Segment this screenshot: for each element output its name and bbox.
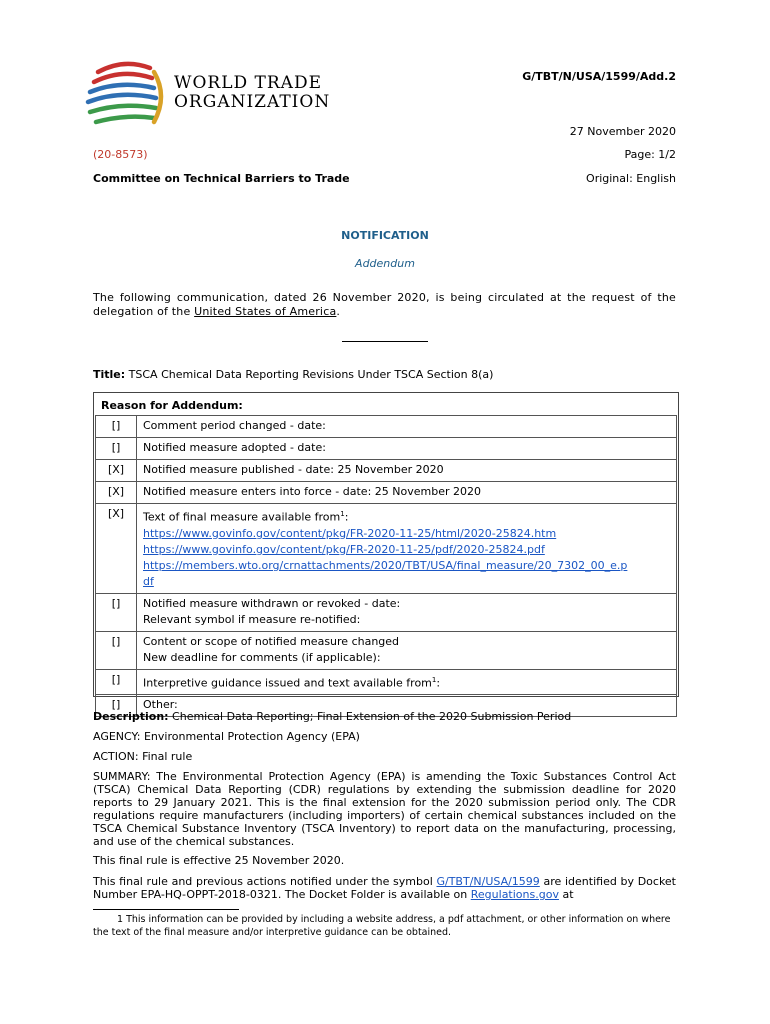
effective-line: This final rule is effective 25 November 2020. [93,854,345,867]
footnote-text: This information can be provided by including a website address, a pdf attachment, or other information on where the text of the final measure and/or interpretive guidance can be obtained. [93,914,671,938]
table-row [96,504,677,594]
agency-line: AGENCY: Environmental Protection Agency (EPA) [93,730,360,743]
org-name [174,74,330,112]
row-text-cell [137,669,677,695]
row-mark: [] [96,416,137,438]
row-text-cell [137,631,677,669]
org-line2: ORGANIZATION [174,92,331,112]
row-text: Notified measure adopted - date: [137,438,677,460]
document-date: 27 November 2020 [569,125,676,138]
wto-attachment-link[interactable]: https://members.wto.org/crnattachments/2020/TBT/USA/final_measure/20_7302_00_e.p [143,558,628,572]
final-text-line [143,506,670,526]
row-text2: Relevant symbol if measure re-notified: [143,612,361,626]
row-text: Comment period changed - date: [137,416,677,438]
final-mid: are identified by Docket Number EPA-HQ-OPPT-2018-0321. The Docket Folder is available on [93,875,676,901]
footnote-number: 1 [117,914,124,925]
row-mark: [X] [96,504,137,594]
row-mark: [] [96,695,137,717]
reason-label: Reason for Addendum: [101,399,243,412]
title-text: TSCA Chemical Data Reporting Revisions Under TSCA Section 8(a) [125,368,494,381]
final-text: This final rule and previous actions notified under the symbol [93,875,437,888]
table-row [96,482,677,504]
row-text-cell [137,593,677,631]
notification-heading: NOTIFICATION [341,229,429,242]
footnote-rule [93,909,239,910]
row-mark: [] [96,593,137,631]
row-text: Text of final measure available from [143,510,341,524]
row-suffix: : [344,510,349,524]
intro-end: . [336,305,341,318]
row-text: Notified measure enters into force - date: 25 November 2020 [137,482,677,504]
reason-table [95,415,677,717]
row-text: Other: [137,695,677,717]
committee-name: Committee on Technical Barriers to Trade [93,172,350,185]
row-mark: [] [96,631,137,669]
table-row [96,631,677,669]
govinfo-pdf-link[interactable]: https://www.govinfo.gov/content/pkg/FR-2020-11-25/pdf/2020-25824.pdf [143,542,545,556]
row-mark: [X] [96,482,137,504]
wto-attachment-link-cont[interactable]: df [143,574,154,588]
table-row [96,438,677,460]
table-row [96,593,677,631]
table-row [96,669,677,695]
final-rule-paragraph [93,875,676,901]
row-mark: [X] [96,460,137,482]
description-text: Chemical Data Reporting; Final Extension of the 2020 Submission Period [168,710,572,723]
row-text: Notified measure published - date: 25 November 2020 [137,460,677,482]
title-label: Title: [93,368,126,381]
row-text2: New deadline for comments (if applicable): [143,650,381,664]
row-suffix: : [436,676,441,690]
original-language: Original: English [586,172,676,185]
notification-subheading: Addendum [355,257,415,270]
row-text: Content or scope of notified measure changed [143,634,400,648]
row-mark: [] [96,669,137,695]
intro-text: The following communication, dated 26 November 2020, is being circulated at the request of the delegation of the [93,291,676,318]
row-text: Interpretive guidance issued and text available from [143,676,432,690]
title-line [93,368,493,381]
document-number: (20-8573) [93,148,148,161]
footnote-ref: 1 [431,675,437,684]
row-text: Notified measure withdrawn or revoked - date: [143,596,401,610]
govinfo-html-link[interactable]: https://www.govinfo.gov/content/pkg/FR-2020-11-25/html/2020-25824.htm [143,526,557,540]
page-indicator: Page: 1/2 [624,148,676,161]
row-text-cell [137,504,677,594]
separator-rule [342,341,428,342]
regulations-link[interactable]: Regulations.gov [470,888,559,901]
document-symbol: G/TBT/N/USA/1599/Add.2 [522,70,676,83]
row-mark: [] [96,438,137,460]
action-line: ACTION: Final rule [93,750,193,763]
description-label: Description: [93,710,169,723]
summary-paragraph: SUMMARY: The Environmental Protection Agency (EPA) is amending the Toxic Substances Control Act (TSCA) Chemical Data Reporting (CDR) regulations by extending the submission deadline for 2020 reports to 29 January 2021. This is the final extension for the 2020 submission period only. The CDR regulations require manufacturers (including importers) of certain chemical substances included on the TSCA Chemical Substance Inventory (TSCA Inventory) to report data on the manufacturing, processing, and use of the chemical substances. [93,770,676,848]
description-line [93,710,676,723]
org-line1: WORLD TRADE [174,73,322,93]
intro-paragraph [93,291,676,319]
symbol-link[interactable]: G/TBT/N/USA/1599 [436,875,540,888]
member-link[interactable]: United States of America [194,305,337,318]
footnote [93,913,676,939]
table-row [96,460,677,482]
table-row [96,416,677,438]
final-end: at [558,888,574,901]
footnote-ref: 1 [340,510,345,518]
